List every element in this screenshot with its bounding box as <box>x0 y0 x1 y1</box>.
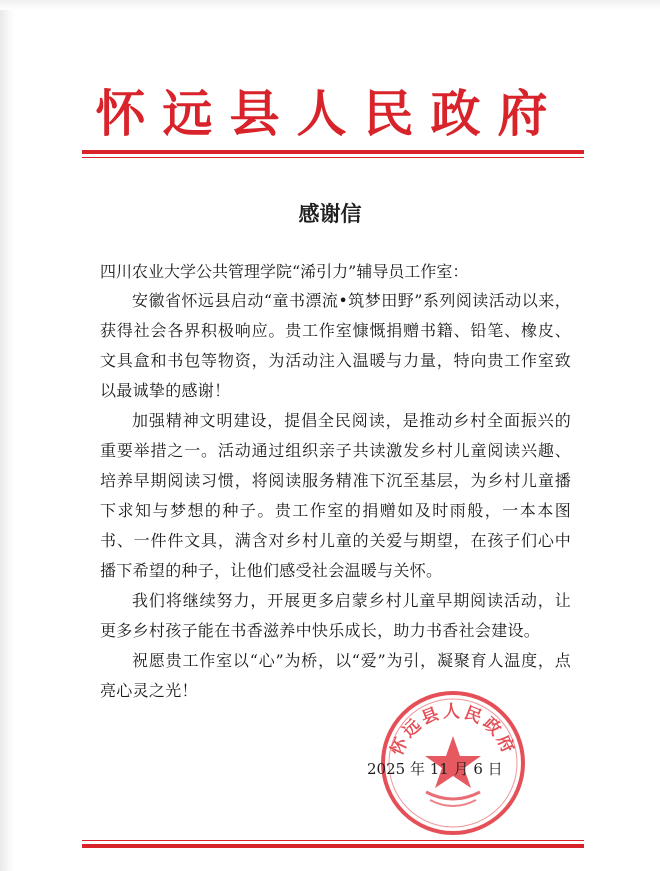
letterhead-rule-thick <box>82 150 584 154</box>
letter-date: 2025 年 11 月 6 日 <box>367 760 503 778</box>
scan-shadow <box>0 0 14 871</box>
footer-rule-thin <box>82 840 584 841</box>
letter-title: 感谢信 <box>298 202 362 226</box>
scan-shadow-top <box>0 0 660 10</box>
paragraph-2: 加强精神文明建设，提倡全民阅读，是推动乡村全面振兴的重要举措之一。活动通过组织亲子共读激发乡村儿童阅读兴趣、培养早期阅读习惯，将阅读服务精准下沉至基层，为乡村儿童播下求知与梦想的种子。贵工作室的捐赠如及时雨般，一本本图书、一件件文具，满含对乡村儿童的关爱与期望，在孩子们心中播下希望的种子，让他们感受社会温暖与关怀。 <box>100 411 571 580</box>
footer-rule-thick <box>82 844 584 848</box>
paragraph-1: 安徽省怀远县启动“童书漂流•筑梦田野”系列阅读活动以来，获得社会各界积极响应。贵工作室慷慨捐赠书籍、铅笔、橡皮、文具盒和书包等物资，为活动注入温暖与力量，特向贵工作室致以最诚挚的感谢！ <box>100 291 571 400</box>
svg-text:怀远县人民政府: 怀远县人民政府 <box>387 702 519 759</box>
letterhead-rule-thin <box>82 157 584 158</box>
paragraph-3: 我们将继续努力，开展更多启蒙乡村儿童早期阅读活动，让更多乡村孩子能在书香滋养中快乐成长，助力书香社会建设。 <box>100 591 571 640</box>
letter-body <box>100 286 571 706</box>
letter-salutation: 四川农业大学公共管理学院“浠引力”辅导员工作室： <box>100 262 469 281</box>
paragraph-4: 祝愿贵工作室以“心”为桥，以“爱”为引，凝聚育人温度，点亮心灵之光！ <box>100 651 571 700</box>
letterhead-title: 怀远县人民政府 <box>95 84 565 143</box>
